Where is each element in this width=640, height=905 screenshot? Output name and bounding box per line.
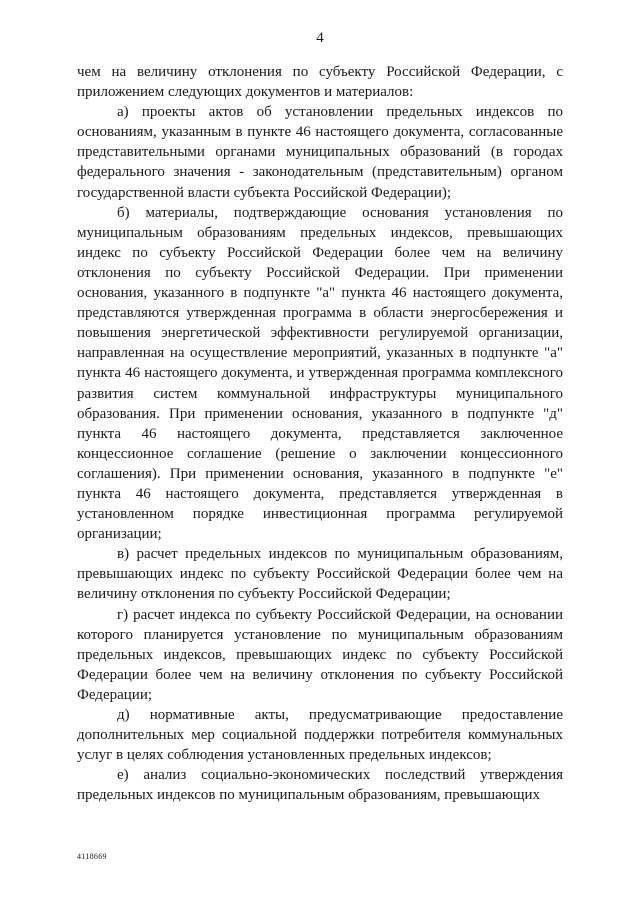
- page-number: 4: [316, 30, 324, 46]
- paragraph-item-b: б) материалы, подтверждающие основания установления по муниципальным образованиям предельных индексов, превышающих индекс по субъекту Российской Федерации более чем на величину отклонения по субъекту Российской Федерации. При применении основания, указанного в подпункте "а" пункта 46 настоящего документа, представляются утвержденная программа в области энергосбережения и повышения энергетической эффективности регулируемой организации, направленная на осуществление мероприятий, указанных в подпункте "а" пункта 46 настоящего документа, и утвержденная программа комплексного развития систем коммунальной инфраструктуры муниципального образования. При применении основания, указанного в подпункте "д" пункта 46 настоящего документа, представляется заключенное концессионное соглашение (решение о заключении концессионного соглашения). При применении основания, указанного в подпункте "е" пункта 46 настоящего документа, представляется утвержденная в установленном порядке инвестиционная программа регулируемой организации;: [77, 204, 563, 543]
- paragraph-item-e: е) анализ социально-экономических последствий утверждения предельных индексов по муниципальным образованиям, превышающих: [77, 767, 563, 804]
- paragraph-item-v: в) расчет предельных индексов по муниципальным образованиям, превышающих индекс по субъекту Российской Федерации более чем на величину отклонения по субъекту Российской Федерации;: [77, 546, 563, 603]
- document-body: [77, 62, 563, 805]
- paragraph-item-g: г) расчет индекса по субъекту Российской Федерации, на основании которого планируется установление по муниципальным образованиям предельных индексов, превышающих индекс по субъекту Российской Федерации более чем на величину отклонения по субъекту Российской Федерации;: [77, 606, 563, 703]
- document-code: 4118669: [77, 852, 107, 861]
- paragraph-intro: чем на величину отклонения по субъекту Российской Федерации, с приложением следующих документов и материалов:: [77, 64, 563, 101]
- paragraph-item-a: а) проекты актов об установлении предельных индексов по основаниям, указанным в пункте 46 настоящего документа, согласованные представительными органами муниципальных образований (в городах федерального значения - законодательным (представительным) органом государственной власти субъекта Российской Федерации);: [77, 104, 563, 201]
- paragraph-item-d: д) нормативные акты, предусматривающие предоставление дополнительных мер социальной поддержки потребителя коммунальных услуг в целях соблюдения установленных предельных индексов;: [77, 707, 563, 764]
